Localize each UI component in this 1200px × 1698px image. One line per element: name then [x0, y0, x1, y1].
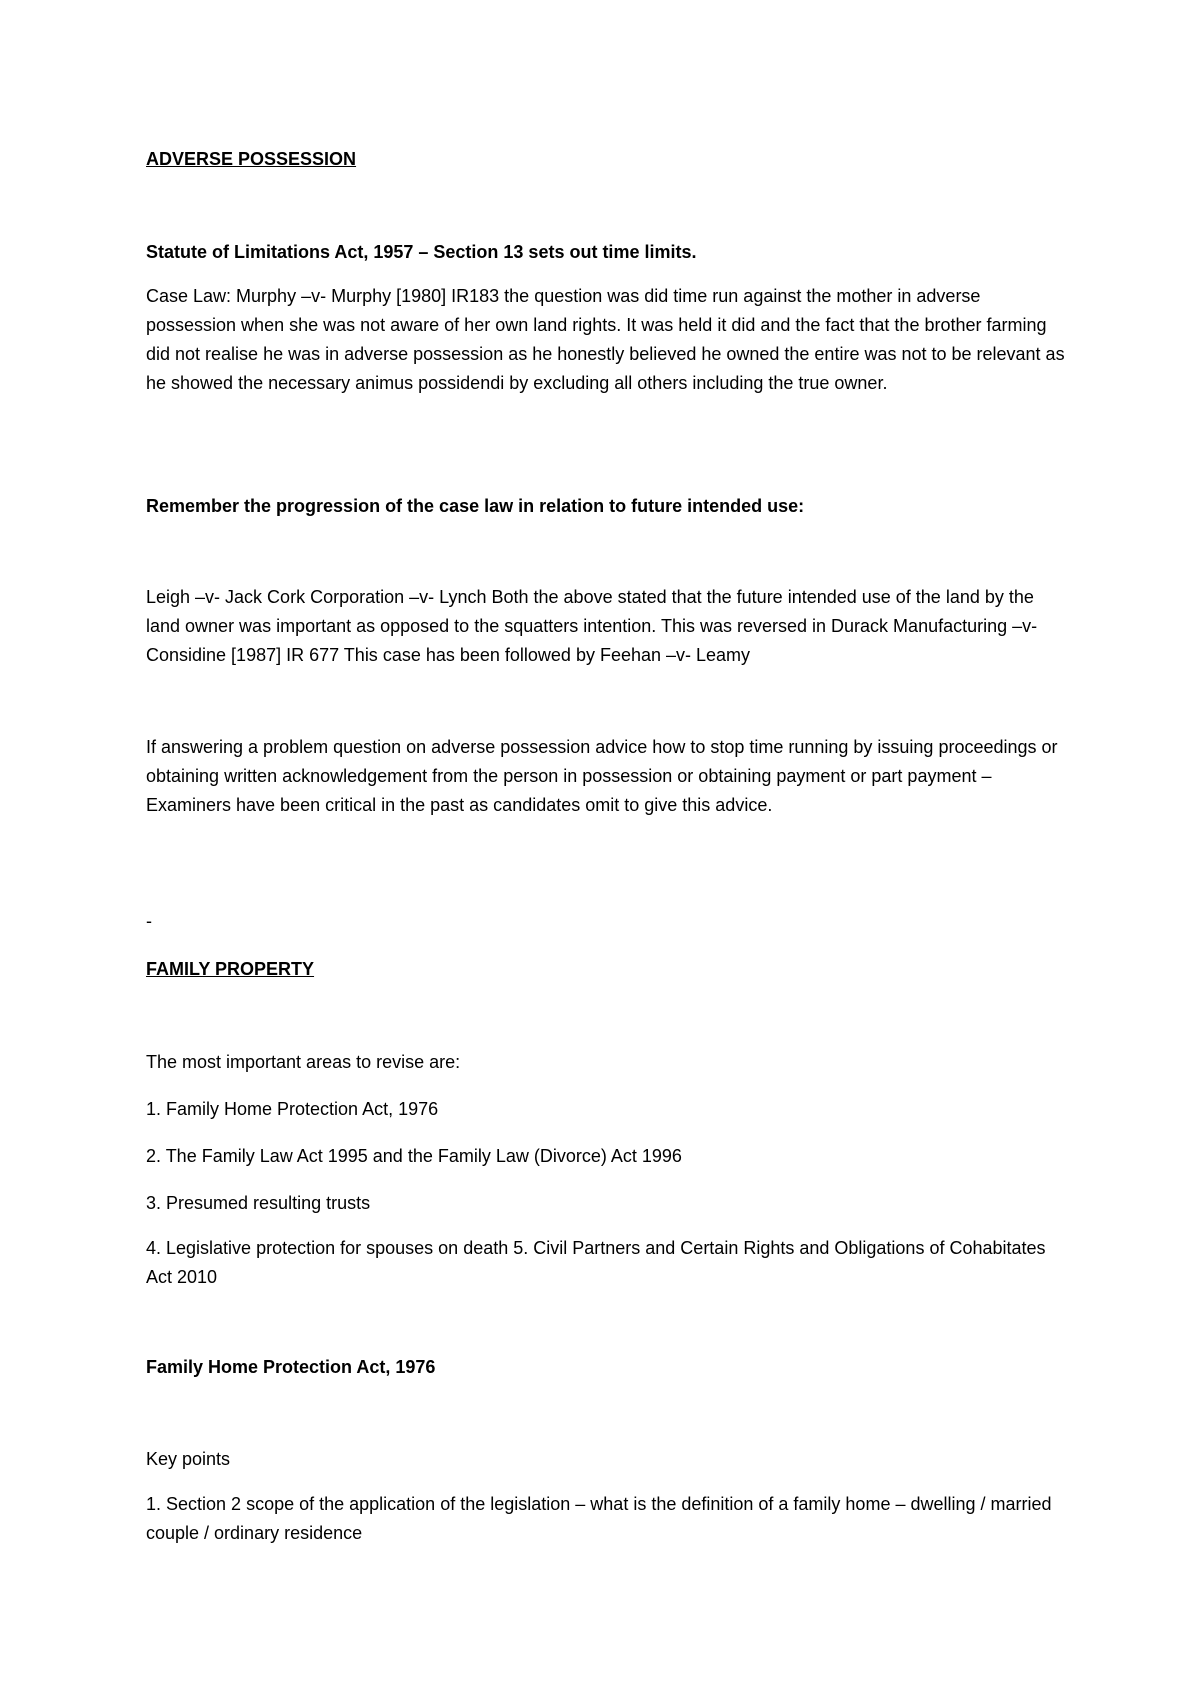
- list-item-2: 2. The Family Law Act 1995 and the Family Law (Divorce) Act 1996: [146, 1146, 682, 1166]
- leigh-paragraph: Leigh –v- Jack Cork Corporation –v- Lynch Both the above stated that the future intended use of the land by the land owner was important as opposed to the squatters intention. This was reversed in Durack Manufacturing –v- Considine [1987] IR 677 This case has been followed by Feehan –v- Leamy: [146, 587, 1038, 665]
- case-law-paragraph: Case Law: Murphy –v- Murphy [1980] IR183 the question was did time run against the mother in adverse possession when she was not aware of her own land rights. It was held it did and the fact that the brother farming did not realise he was in adverse possession as he honestly believed he owned the entire was not to be relevant as he showed the necessary animus possidendi by excluding all others including the true owner.: [146, 286, 1065, 393]
- list-item-3: 3. Presumed resulting trusts: [146, 1193, 371, 1213]
- problem-advice-paragraph: If answering a problem question on adverse possession advice how to stop time running by issuing proceedings or obtaining written acknowledgement from the person in possession or obtaining payment or part payment – Examiners have been critical in the past as candidates omit to give this advice.: [146, 737, 1058, 815]
- revise-intro: The most important areas to revise are:: [146, 1052, 461, 1072]
- family-property-heading: FAMILY PROPERTY: [146, 959, 315, 979]
- list-item-4: 4. Legislative protection for spouses on death 5. Civil Partners and Certain Rights and Obligations of Cohabitates Act 2010: [146, 1238, 1046, 1287]
- key-point-1: 1. Section 2 scope of the application of the legislation – what is the definition of a family home – dwelling / married couple / ordinary residence: [146, 1494, 1052, 1543]
- key-points-label: Key points: [146, 1449, 231, 1469]
- remember-line: Remember the progression of the case law in relation to future intended use:: [146, 496, 805, 516]
- dash-mark: -: [146, 911, 152, 931]
- statute-line: Statute of Limitations Act, 1957 – Section 13 sets out time limits.: [146, 242, 697, 262]
- adverse-possession-heading: ADVERSE POSSESSION: [146, 149, 357, 169]
- fhpa-subheading: Family Home Protection Act, 1976: [146, 1357, 436, 1377]
- list-item-1: 1. Family Home Protection Act, 1976: [146, 1099, 439, 1119]
